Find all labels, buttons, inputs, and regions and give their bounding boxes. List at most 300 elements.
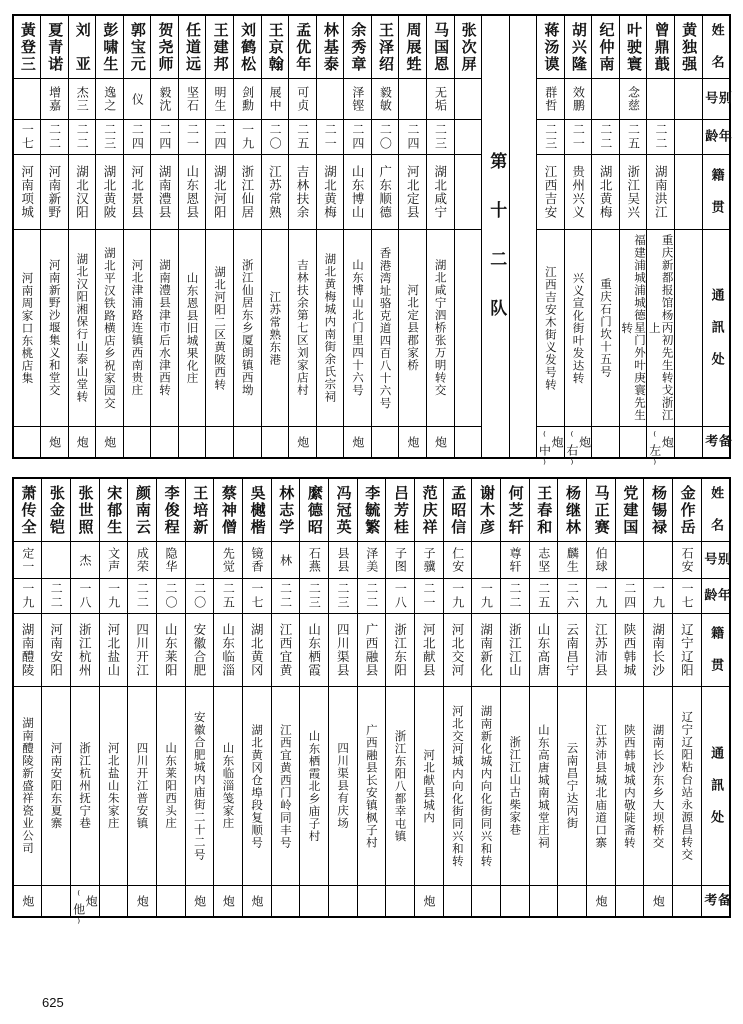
cell-name: 贺尧师 [151,15,179,79]
cell-origin [454,155,482,230]
cell-note [13,427,41,459]
cell-name: 李毓繁 [357,478,386,542]
cell-age: 二二 [68,120,96,155]
cell-origin: 吉林扶余 [289,155,317,230]
cell-name: 颜南云 [128,478,157,542]
cell-address: 河北盐山朱家庄 [99,687,128,886]
cell-address [454,230,482,427]
cell-note: 炮 [644,886,673,918]
cell-age: 二二 [42,579,71,614]
cell-origin: 山东临淄 [214,614,243,687]
cell-address: 河北交河城内向化街同兴和转 [443,687,472,886]
cell-address: 湖北黄梅城内南街余氏宗祠 [316,230,344,427]
cell-name: 王泽绍 [371,15,399,79]
table-row-address [13,230,730,427]
cell-name: 杨锡禄 [644,478,673,542]
cell-address: 山东博山北门里四十六号 [344,230,372,427]
cell-age: 二二 [128,579,157,614]
cell-name: 何芝轩 [500,478,529,542]
cell-note: 炮 [185,886,214,918]
cell-note [234,427,262,459]
cell-age: 二一 [564,120,592,155]
cell-age [675,120,703,155]
cell-alias: 增嘉 [41,79,69,120]
cell-alias: 坚石 [178,79,206,120]
cell-note: 炮 [242,886,271,918]
cell-alias: 林 [271,542,300,579]
cell-address: 四川渠县有庆场 [328,687,357,886]
cell-note [454,427,482,459]
cell-origin: 广西融县 [357,614,386,687]
cell-origin: 湖北黄陂 [96,155,124,230]
cell-address: 湖南醴陵新盛祥瓷业公司 [13,687,42,886]
cell-blank-spacer [509,15,537,458]
cell-origin: 湖北汉阳 [68,155,96,230]
cell-alias [647,79,675,120]
cell-origin: 四川开江 [128,614,157,687]
table-row-address [13,687,730,886]
cell-alias: 石安 [672,542,701,579]
cell-origin: 河北交河 [443,614,472,687]
row-header-alias: 别 号 [702,79,730,120]
cell-alias: 明生 [206,79,234,120]
cell-origin: 山东莱阳 [156,614,185,687]
cell-note [500,886,529,918]
cell-age: 二二 [592,120,620,155]
cell-age: 二一 [414,579,443,614]
cell-age: 二〇 [156,579,185,614]
cell-address: 江苏常熟东港 [261,230,289,427]
cell-origin: 河北献县 [414,614,443,687]
cell-origin: 河南新野 [41,155,69,230]
cell-note [675,427,703,459]
cell-age: 二五 [619,120,647,155]
table-row-name [13,15,730,79]
cell-address: 浙江仙居东乡厦朗镇西坳 [234,230,262,427]
cell-alias: 伯球 [586,542,615,579]
cell-alias: 麟生 [558,542,587,579]
cell-alias [472,542,501,579]
cell-age: 二二 [271,579,300,614]
row-header-address: 通 訊 处 [701,687,730,886]
cell-name: 范庆祥 [414,478,443,542]
row-header-note: 备考 [702,427,730,459]
cell-origin: 湖北咸宁 [426,155,454,230]
cell-age: 二二 [41,120,69,155]
cell-age: 二五 [214,579,243,614]
cell-note: 炮 [586,886,615,918]
cell-alias [675,79,703,120]
cell-address: 陕西韩城城内敬陡斋转 [615,687,644,886]
cell-name: 宋郁生 [99,478,128,542]
cell-origin: 湖南长沙 [644,614,673,687]
cell-address: 重庆石门坎十五号 [592,230,620,427]
cell-note [261,427,289,459]
cell-age: 二三 [300,579,329,614]
cell-alias: 仪 [123,79,151,120]
cell-address: 山东莱阳西头庄 [156,687,185,886]
cell-address: 湖北平汉铁路横店乡祝家园交 [96,230,124,427]
cell-address: 广西融县长安镇枫子村 [357,687,386,886]
cell-origin: 浙江仙居 [234,155,262,230]
cell-note [357,886,386,918]
cell-alias: 定一 [13,542,42,579]
cell-name: 张次屏 [454,15,482,79]
cell-origin [675,155,703,230]
cell-age [454,120,482,155]
cell-note [371,427,399,459]
cell-name: 张世照 [70,478,99,542]
cell-origin: 浙江江山 [500,614,529,687]
cell-age: 一九 [234,120,262,155]
cell-age: 二四 [344,120,372,155]
cell-origin: 山东恩县 [178,155,206,230]
cell-origin: 河南安阳 [42,614,71,687]
cell-note [529,886,558,918]
cell-origin: 广东顺德 [371,155,399,230]
cell-origin: 河北定县 [399,155,427,230]
cell-name: 曾鼎蕺 [647,15,675,79]
cell-origin: 山东博山 [344,155,372,230]
cell-origin: 贵州兴义 [564,155,592,230]
row-header-note: 备考 [701,886,730,918]
cell-address: 河北献县城内 [414,687,443,886]
cell-note [672,886,701,918]
cell-age: 二〇 [371,120,399,155]
cell-age: 二四 [123,120,151,155]
cell-note [123,427,151,459]
row-header-name: 姓 名 [701,478,730,542]
cell-note: 炮 [426,427,454,459]
cell-name: 叶驶寰 [619,15,647,79]
cell-alias: 无垢 [426,79,454,120]
cell-name: 郭宝元 [123,15,151,79]
cell-note [472,886,501,918]
cell-origin: 江苏常熟 [261,155,289,230]
cell-alias: 毅敏 [371,79,399,120]
cell-alias: 尊轩 [500,542,529,579]
cell-address: 安徽合肥城内庙街二十二号 [185,687,214,886]
cell-origin: 山东高唐 [529,614,558,687]
cell-address: 云南昌宁达丙街 [558,687,587,886]
cell-age: 二四 [399,120,427,155]
cell-origin: 云南昌宁 [558,614,587,687]
cell-note: 炮 [41,427,69,459]
cell-note: 炮 [13,886,42,918]
cell-note: 炮 [344,427,372,459]
cell-alias: 群哲 [537,79,565,120]
cell-address: 福建浦城浦城德星门外叶庚寰先生转 [619,230,647,427]
cell-note [42,886,71,918]
cell-address: 河南周家口东桃店集 [13,230,41,427]
cell-alias: 泽美 [357,542,386,579]
cell-address: 香港湾址骆克道四百八十六号 [371,230,399,427]
row-header-origin: 籍 贯 [701,614,730,687]
cell-note: 炮 [214,886,243,918]
cell-age: 一九 [586,579,615,614]
cell-name: 谢木彦 [472,478,501,542]
cell-address: 山东临淄笺家庄 [214,687,243,886]
cell-origin: 湖北黄冈 [242,614,271,687]
cell-address: 湖北汉阳湘保行山泰山堂转 [68,230,96,427]
cell-age: 二四 [615,579,644,614]
cell-note [558,886,587,918]
cell-alias [615,542,644,579]
table-row-origin [13,155,730,230]
cell-name: 马国恩 [426,15,454,79]
cell-name: 蒋汤谟 [537,15,565,79]
cell-age: 二一 [178,120,206,155]
cell-address: 湖北黄冈仓埠段复顺号 [242,687,271,886]
cell-name: 刘 亚 [68,15,96,79]
cell-address: 湖南澧县津市后水津西转 [151,230,179,427]
cell-alias [316,79,344,120]
cell-name: 萧传全 [13,478,42,542]
cell-note [443,886,472,918]
cell-alias: 志坚 [529,542,558,579]
cell-origin: 湖南新化 [472,614,501,687]
cell-address: 山东栖霞北乡庙子村 [300,687,329,886]
cell-origin: 浙江杭州 [70,614,99,687]
cell-note [615,886,644,918]
cell-name: 夏青诺 [41,15,69,79]
cell-alias: 文声 [99,542,128,579]
cell-age: 一九 [644,579,673,614]
cell-note: 炮 [414,886,443,918]
cell-age: 二三 [328,579,357,614]
cell-age: 二二 [357,579,386,614]
cell-origin: 湖北河阳 [206,155,234,230]
cell-name: 马正赛 [586,478,615,542]
row-header-name: 姓 名 [702,15,730,79]
cell-age: 二一 [316,120,344,155]
cell-origin: 河北盐山 [99,614,128,687]
cell-name: 王京翰 [261,15,289,79]
table-row-origin [13,614,730,687]
cell-address: 山东恩县旧城果化庄 [178,230,206,427]
cell-alias: 逸之 [96,79,124,120]
cell-name: 刘鹤松 [234,15,262,79]
cell-note: 炮⁽左⁾ [647,427,675,459]
cell-age: 一九 [472,579,501,614]
cell-note [300,886,329,918]
cell-alias: 念慈 [619,79,647,120]
cell-age: 一九 [99,579,128,614]
cell-name: 王建邦 [206,15,234,79]
cell-origin: 江苏沛县 [586,614,615,687]
table-row-alias [13,79,730,120]
cell-age: 一九 [13,579,42,614]
cell-age: 一八 [386,579,415,614]
cell-age: 二三 [537,120,565,155]
cell-name: 黃登三 [13,15,41,79]
cell-name: 吕芳桂 [386,478,415,542]
cell-name: 党建国 [615,478,644,542]
cell-address: 河北定县郡家桥 [399,230,427,427]
cell-origin: 湖北黄梅 [592,155,620,230]
cell-alias: 杰 [70,542,99,579]
cell-origin: 陕西韩城 [615,614,644,687]
table-row-alias [13,542,730,579]
cell-age: 一八 [70,579,99,614]
cell-note [271,886,300,918]
cell-address: 河南新野沙堰集义和堂交 [41,230,69,427]
cell-name: 王春和 [529,478,558,542]
row-header-alias: 别 号 [701,542,730,579]
cell-age: 一七 [13,120,41,155]
cell-note: 炮 [289,427,317,459]
cell-alias: 可贞 [289,79,317,120]
cell-note [328,886,357,918]
cell-name: 胡兴隆 [564,15,592,79]
cell-alias: 效鹏 [564,79,592,120]
cell-name: 林基泰 [316,15,344,79]
cell-address: 辽宁辽阳粘台站永源昌转交 [672,687,701,886]
cell-address: 河北津浦路连镇西南贵庄 [123,230,151,427]
cell-name: 黄独强 [675,15,703,79]
cell-alias: 杰三 [68,79,96,120]
cell-note: 炮⁽中⁾ [537,427,565,459]
cell-note [619,427,647,459]
cell-alias: 镜香 [242,542,271,579]
cell-note: 炮⁽他⁾ [70,886,99,918]
cell-alias: 隐华 [156,542,185,579]
cell-address: 湖南新化城内向化街同兴和转 [472,687,501,886]
cell-address: 山东高唐城南城堂庄祠 [529,687,558,886]
cell-origin: 河南项城 [13,155,41,230]
cell-address: 吉林扶余第七区刘家店村 [289,230,317,427]
cell-origin: 浙江吴兴 [619,155,647,230]
cell-age: 二五 [529,579,558,614]
cell-origin: 江西吉安 [537,155,565,230]
row-header-origin: 籍 贯 [702,155,730,230]
cell-name: 任道远 [178,15,206,79]
page-number: 625 [42,995,64,1010]
cell-note [316,427,344,459]
cell-name: 吳樾楷 [242,478,271,542]
cell-alias: 先觉 [214,542,243,579]
row-header-age: 年龄 [702,120,730,155]
cell-address: 湖南长沙东乡大坝桥交 [644,687,673,886]
cell-note [178,427,206,459]
cell-address: 江西宜黄西门岭同丰号 [271,687,300,886]
table-row-age [13,120,730,155]
cell-age: 一七 [672,579,701,614]
cell-name: 林志学 [271,478,300,542]
row-header-address: 通 訊 处 [702,230,730,427]
cell-origin: 河北景县 [123,155,151,230]
row-header-age: 年龄 [701,579,730,614]
cell-address: 江苏沛县城北庙道口寨 [586,687,615,886]
cell-origin: 湖南澧县 [151,155,179,230]
cell-age: 二五 [289,120,317,155]
cell-address: 浙江杭州抚宁巷 [70,687,99,886]
cell-alias: 成荣 [128,542,157,579]
table-row-name [13,478,730,542]
cell-address: 四川开江普安镇 [128,687,157,886]
cell-address: 湖北咸宁泗桥张万明转交 [426,230,454,427]
cell-name: 彭啸生 [96,15,124,79]
cell-age: 二三 [96,120,124,155]
cell-origin: 山东栖霞 [300,614,329,687]
cell-alias [454,79,482,120]
cell-name: 金作岳 [672,478,701,542]
cell-alias [42,542,71,579]
cell-name: 縻德昭 [300,478,329,542]
cell-age: 二〇 [261,120,289,155]
cell-address: 浙江东阳八都幸屯镇 [386,687,415,886]
cell-age: 二三 [426,120,454,155]
cell-origin: 湖南洪江 [647,155,675,230]
cell-age: 一九 [443,579,472,614]
cell-address: 浙江江山古柴家巷 [500,687,529,886]
cell-alias [644,542,673,579]
cell-unit-label: 第 十 二 队 [482,15,510,458]
cell-alias: 毅沈 [151,79,179,120]
cell-alias: 泽铿 [344,79,372,120]
cell-note: 炮 [68,427,96,459]
cell-origin: 湖北黄梅 [316,155,344,230]
cell-note [592,427,620,459]
cell-alias: 县县 [328,542,357,579]
cell-name: 孟优年 [289,15,317,79]
cell-name: 孟昭信 [443,478,472,542]
cell-note: 炮 [96,427,124,459]
cell-age: 二〇 [185,579,214,614]
cell-address: 江西吉安木街义发号转 [537,230,565,427]
cell-alias [13,79,41,120]
cell-origin: 浙江东阳 [386,614,415,687]
cell-origin: 安徽合肥 [185,614,214,687]
cell-origin: 四川渠县 [328,614,357,687]
cell-name: 纪仲南 [592,15,620,79]
cell-note: 炮 [128,886,157,918]
cell-age: 二二 [647,120,675,155]
cell-alias: 仁安 [443,542,472,579]
cell-name: 李俊程 [156,478,185,542]
cell-note: 炮⁽右⁾ [564,427,592,459]
cell-note [99,886,128,918]
cell-origin: 辽宁辽阳 [672,614,701,687]
cell-alias: 石燕 [300,542,329,579]
cell-note [386,886,415,918]
cell-alias [592,79,620,120]
cell-note [156,886,185,918]
cell-age: 一七 [242,579,271,614]
cell-name: 杨继林 [558,478,587,542]
block-separator [12,459,731,477]
table-row-note [13,886,730,918]
cell-address [675,230,703,427]
cell-name: 蔡神僧 [214,478,243,542]
cell-alias: 子图 [386,542,415,579]
cell-note [151,427,179,459]
cell-age: 二二 [500,579,529,614]
cell-age: 二四 [151,120,179,155]
cell-address: 湖北河阳二区黄陂西转 [206,230,234,427]
cell-note: 炮 [399,427,427,459]
cell-origin: 江西宜黄 [271,614,300,687]
cell-name: 张金铠 [42,478,71,542]
roster-table-top [12,14,731,472]
table-row-age [13,579,730,614]
cell-alias: 展中 [261,79,289,120]
cell-alias [399,79,427,120]
cell-name: 余秀章 [344,15,372,79]
cell-address: 兴义宣化街叶发达转 [564,230,592,427]
cell-address: 河南安阳东夏寨 [42,687,71,886]
cell-origin: 湖南醴陵 [13,614,42,687]
